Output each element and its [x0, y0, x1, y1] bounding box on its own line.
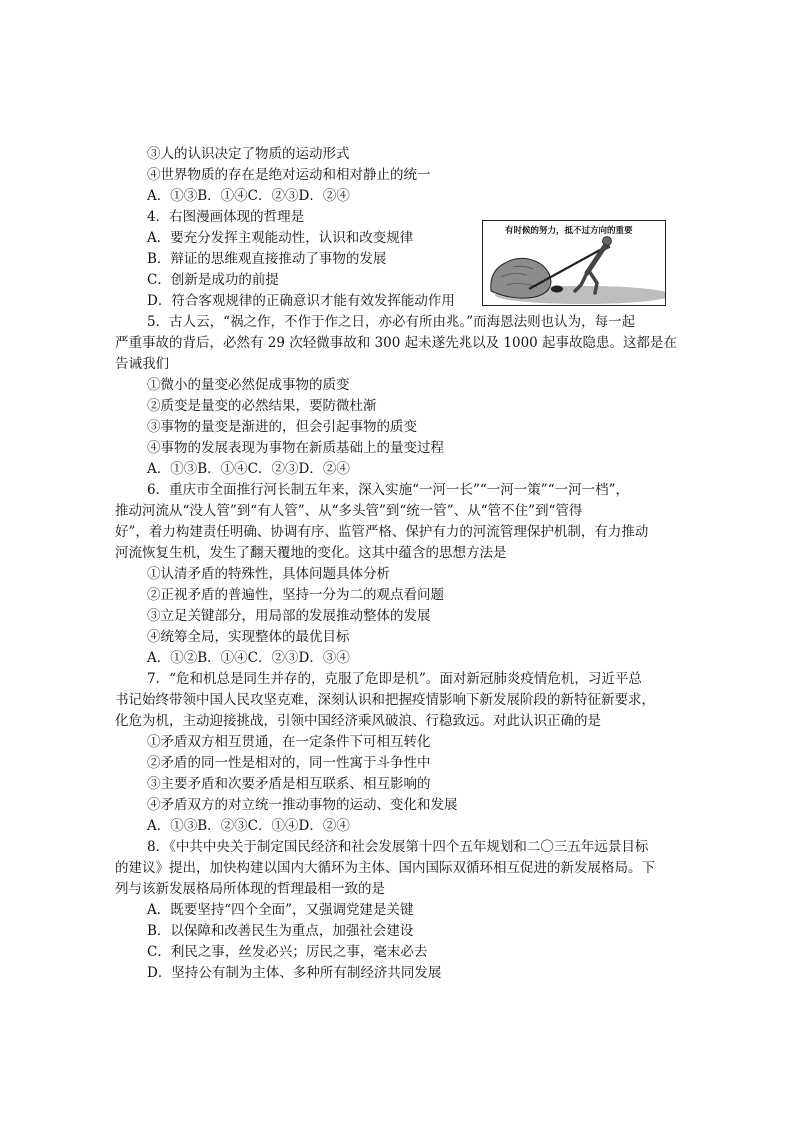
q4-stem: 4．右图漫画体现的哲理是 [147, 209, 305, 225]
q6-option-4: ④统筹全局，实现整体的最优目标 [147, 629, 350, 645]
q7-option-1: ①矛盾双方相互贯通，在一定条件下可相互转化 [147, 734, 431, 750]
q4-option-b: B．辩证的思维观直接推动了事物的发展 [147, 251, 387, 267]
q3-option-4: ④世界物质的存在是绝对运动和相对静止的统一 [147, 167, 431, 183]
q8-option-b: B．以保障和改善民生为重点，加强社会建设 [147, 923, 414, 939]
q8-stem-line-3: 列与该新发展格局所体现的哲理最相一致的是 [115, 881, 385, 897]
q8-stem-line-1: 8．《中共中央关于制定国民经济和社会发展第十四个五年规划和二〇三五年远景目标 [147, 839, 649, 855]
q7-stem-line-3: 化危为机，主动迎接挑战，引领中国经济乘风破浪、行稳致远。对此认识正确的是 [115, 713, 601, 729]
q6-stem-line-2: 推动河流从“没人管”到“有人管”、从“多头管”到“统一管”、从“管不住”到“管得 [115, 503, 583, 519]
q7-stem-line-2: 书记始终带领中国人民攻坚克难，深刻认识和把握疫情影响下新发展阶段的新特征新要求， [115, 692, 655, 708]
q6-stem-line-3: 好”，着力构建责任明确、协调有序、监管严格、保护有力的河流管理保护机制，有力推动 [115, 524, 649, 540]
q4-option-a: A．要充分发挥主观能动性，认识和改变规律 [147, 230, 414, 246]
q4-option-c: C．创新是成功的前提 [147, 272, 279, 288]
q7-stem-line-1: 7．“危和机总是同生并存的，克服了危即是机”。面对新冠肺炎疫情危机，习近平总 [147, 671, 642, 687]
q7-choices: A．①③B．②③C．①④D．②④ [147, 818, 350, 834]
q5-stem-line-1: 5．古人云，“祸之作，不作于作之日，亦必有所由兆。”而海恩法则也认为，每一起 [147, 314, 636, 330]
q6-stem-line-4: 河流恢复生机，发生了翻天覆地的变化。这其中蕴含的思想方法是 [115, 545, 507, 561]
q5-stem-line-3: 告诫我们 [115, 356, 169, 372]
q5-option-4: ④事物的发展表现为事物在新质基础上的量变过程 [147, 440, 444, 456]
q7-option-2: ②矛盾的同一性是相对的，同一性寓于斗争性中 [147, 755, 431, 771]
q5-option-3: ③事物的量变是渐进的，但会引起事物的质变 [147, 419, 417, 435]
q8-option-a: A．既要坚持“四个全面”，又强调党建是关键 [147, 902, 414, 918]
q8-option-c: C．利民之事，丝发必兴；厉民之事，毫末必去 [147, 944, 428, 960]
q7-option-3: ③主要矛盾和次要矛盾是相互联系、相互影响的 [147, 776, 431, 792]
q3-choices: A．①③B．①④C．②③D．②④ [147, 188, 350, 204]
q6-option-1: ①认清矛盾的特殊性，具体问题具体分析 [147, 566, 390, 582]
cartoon-caption: 有时候的努力，抵不过方向的重要 [505, 226, 633, 236]
q5-option-1: ①微小的量变必然促成事物的质变 [147, 377, 350, 393]
q6-stem-line-1: 6．重庆市全面推行河长制五年来，深入实施“一河一长”“一河一策”“一河一档”， [147, 482, 629, 498]
q5-option-2: ②质变是量变的必然结果，要防微杜渐 [147, 398, 377, 414]
q4-option-d: D．符合客观规律的正确意识才能有效发挥能动作用 [147, 293, 455, 309]
q6-option-3: ③立足关键部分，用局部的发展推动整体的发展 [147, 608, 431, 624]
q5-choices: A．①③B．①④C．②③D．②④ [147, 461, 350, 477]
q8-option-d: D．坚持公有制为主体、多种所有制经济共同发展 [147, 965, 442, 981]
q8-stem-line-2: 的建议》提出，加快构建以国内大循环为主体、国内国际双循环相互促进的新发展格局。下 [115, 860, 655, 876]
q7-option-4: ④矛盾双方的对立统一推动事物的运动、变化和发展 [147, 797, 458, 813]
q6-choices: A．①②B．①④C．②③D．③④ [147, 650, 350, 666]
q6-option-2: ②正视矛盾的普遍性，坚持一分为二的观点看问题 [147, 587, 444, 603]
q3-option-3: ③人的认识决定了物质的运动形式 [147, 146, 350, 162]
q5-stem-line-2: 严重事故的背后，必然有 29 次轻微事故和 300 起未遂先兆以及 1000 起事故隐患。这都是在 [115, 335, 678, 351]
cartoon-illustration [482, 220, 666, 306]
